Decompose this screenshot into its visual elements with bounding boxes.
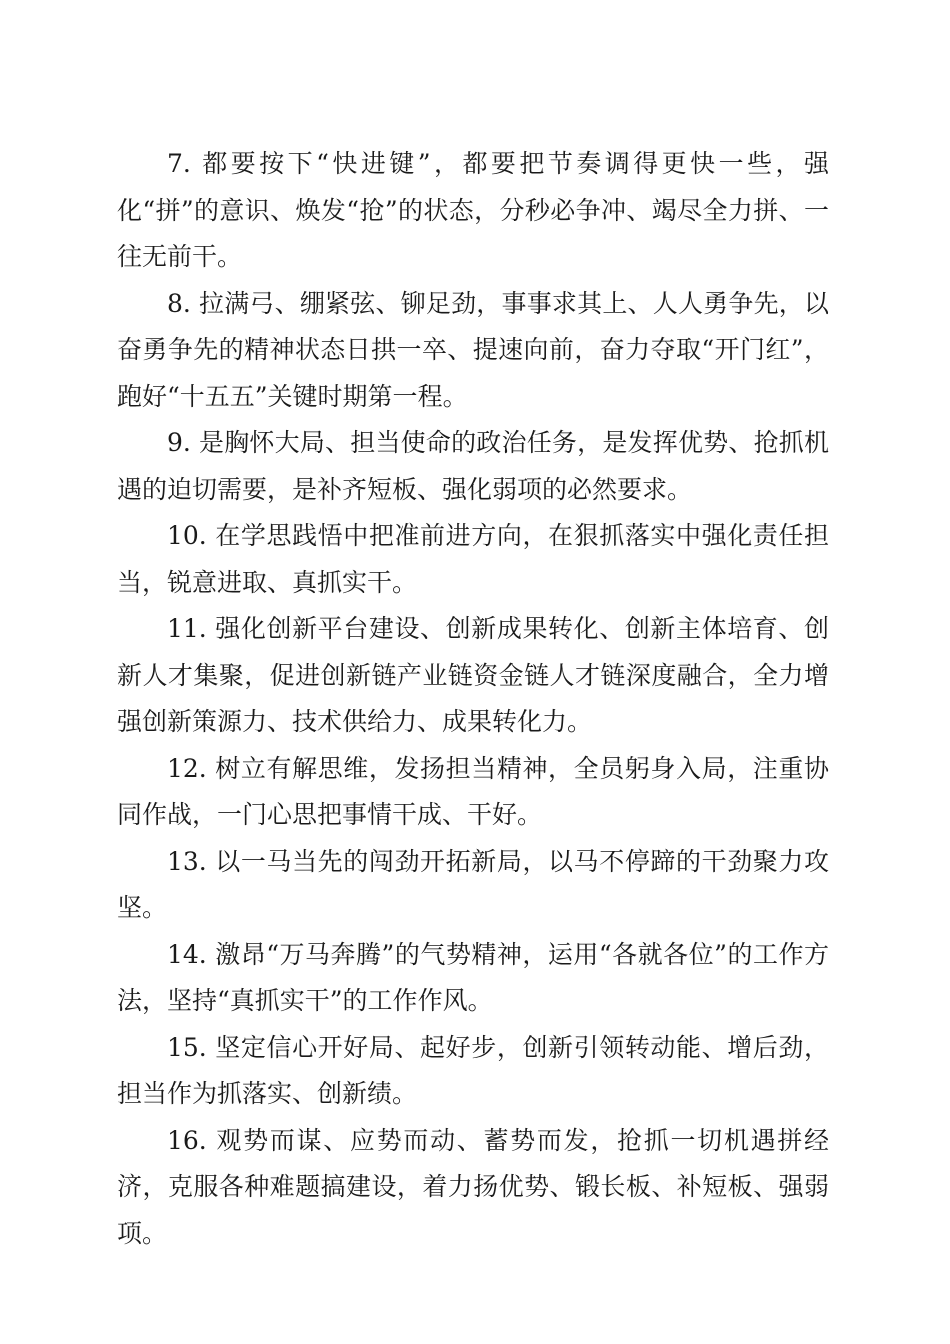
paragraph-8: 8. 拉满弓、绷紧弦、铆足劲，事事求其上、人人勇争先，以奋勇争先的精神状态日拱一卒、提速向前，奋力夺取“开门红”，跑好“十五五”关键时期第一程。: [117, 288, 829, 411]
paragraph-16: 16. 观势而谋、应势而动、蓄势而发，抢抓一切机遇拼经济，克服各种难题搞建设，着力扬优势、锻长板、补短板、强弱项。: [117, 1125, 829, 1248]
paragraph-15: 15. 坚定信心开好局、起好步，创新引领转动能、增后劲，担当作为抓落实、创新绩。: [117, 1032, 829, 1108]
paragraph-7: 7. 都要按下“快进键”，都要把节奏调得更快一些，强化“拼”的意识、焕发“抢”的状态，分秒必争冲、竭尽全力拼、一往无前干。: [117, 149, 829, 271]
paragraph-11: 11. 强化创新平台建设、创新成果转化、创新主体培育、创新人才集聚，促进创新链产业链资金链人才链深度融合，全力增强创新策源力、技术供给力、成果转化力。: [117, 614, 829, 736]
paragraph-9: 9. 是胸怀大局、担当使命的政治任务，是发挥优势、抢抓机遇的迫切需要，是补齐短板、强化弱项的必然要求。: [117, 428, 829, 504]
paragraph-14: 14. 激昂“万马奔腾”的气势精神，运用“各就各位”的工作方法，坚持“真抓实干”的工作作风。: [117, 939, 829, 1015]
paragraph-13: 13. 以一马当先的闯劲开拓新局，以马不停蹄的干劲聚力攻坚。: [117, 846, 829, 922]
paragraph-12: 12. 树立有解思维，发扬担当精神，全员躬身入局，注重协同作战，一门心思把事情干成、干好。: [117, 753, 829, 829]
paragraph-10: 10. 在学思践悟中把准前进方向，在狠抓落实中强化责任担当，锐意进取、真抓实干。: [117, 521, 829, 597]
document-body: [117, 141, 829, 1257]
